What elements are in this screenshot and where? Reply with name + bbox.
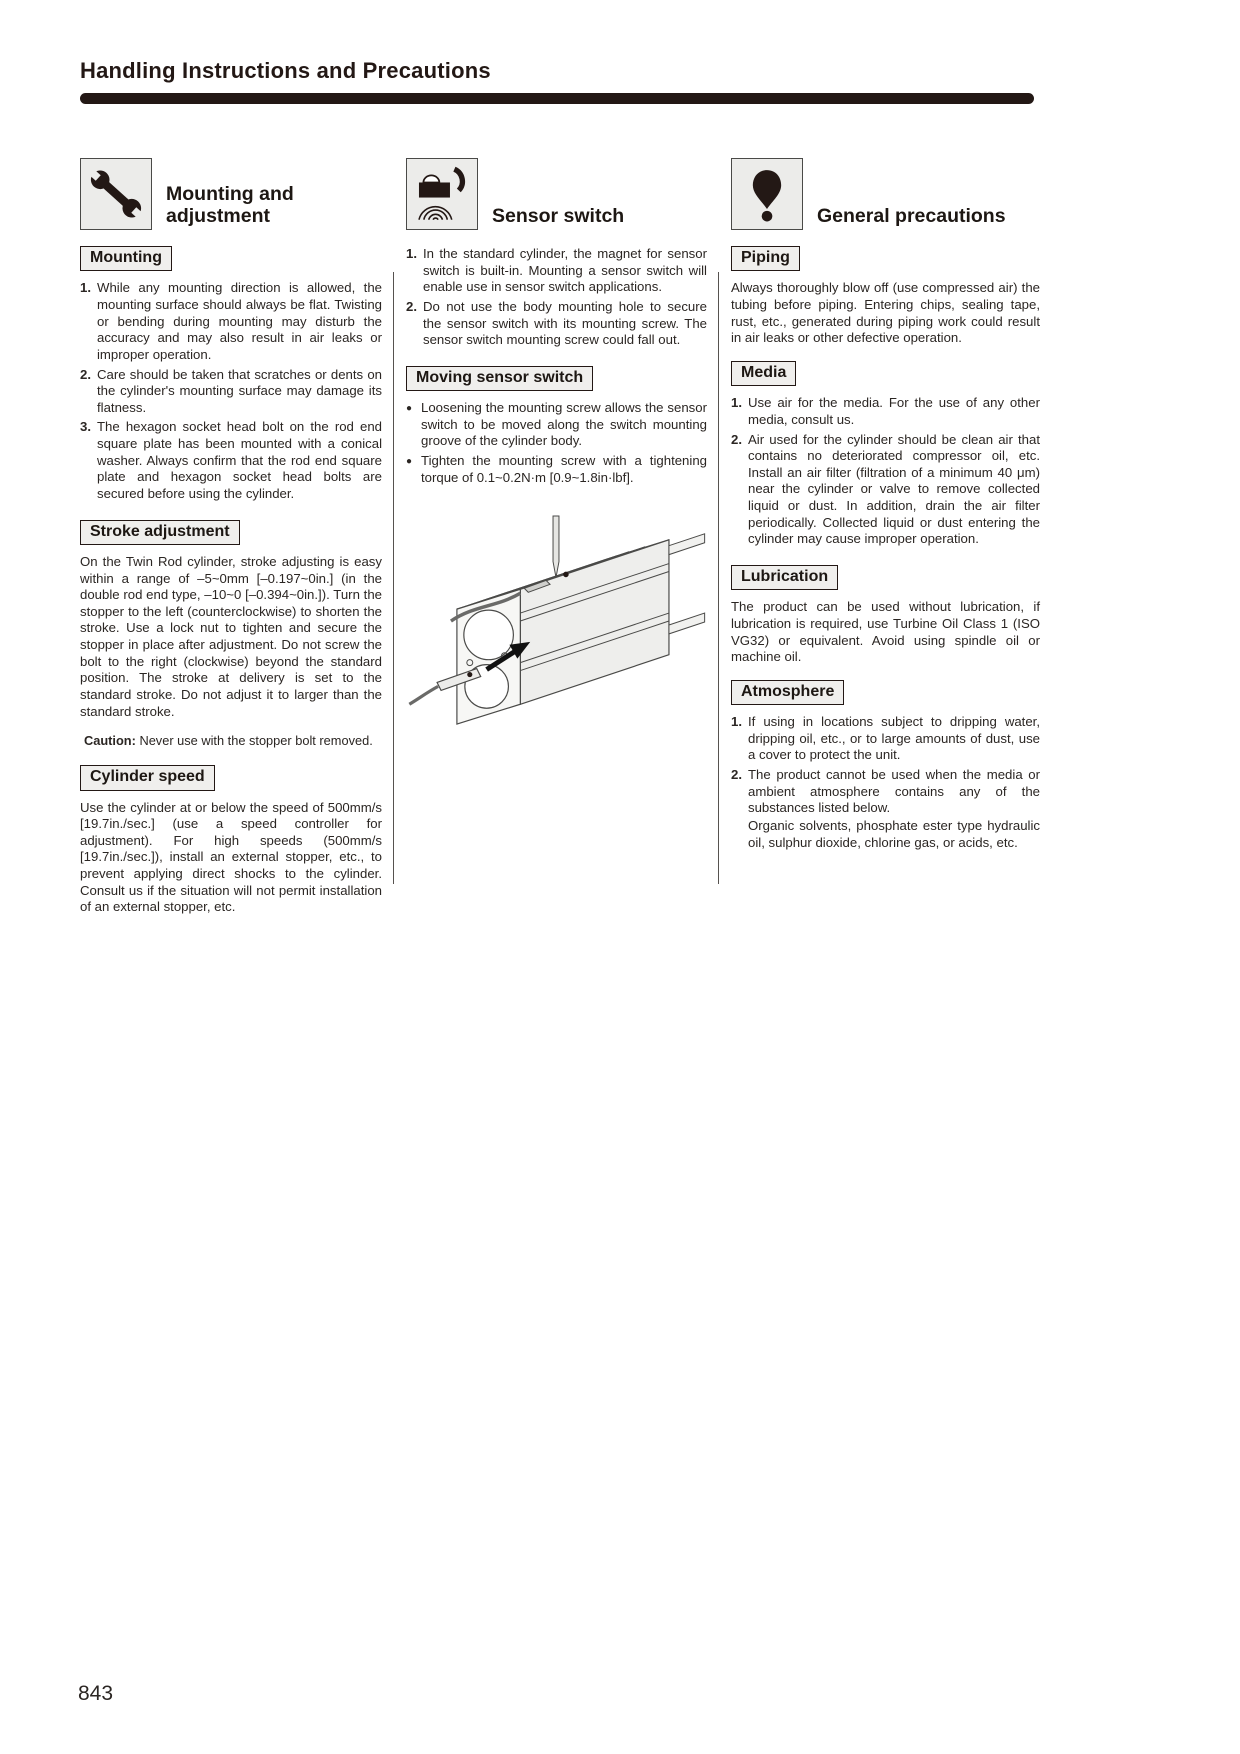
section-title-atmosphere: Atmosphere xyxy=(731,680,844,705)
page-title: Handling Instructions and Precautions xyxy=(80,58,491,83)
list-item xyxy=(80,419,382,502)
bullet-item xyxy=(406,453,707,486)
column-divider xyxy=(393,272,394,884)
list-item xyxy=(731,432,1040,548)
item-number: 1. xyxy=(731,395,742,411)
section-title-mounting: Mounting xyxy=(80,246,172,271)
column-heading-mounting: Mounting and adjustment xyxy=(166,183,294,227)
section-title-stroke-adjustment: Stroke adjustment xyxy=(80,520,240,545)
list-item xyxy=(406,299,707,349)
item-text: In the standard cylinder, the magnet for sensor switch is built-in. Mounting a sensor switch will enable use in sensor switch applications. xyxy=(423,246,707,295)
column-mounting-adjustment xyxy=(80,152,382,916)
list-item xyxy=(731,395,1040,428)
column-heading-sensor-switch: Sensor switch xyxy=(492,204,625,227)
mounting-list xyxy=(80,280,382,502)
item-text: While any mounting direction is allowed, the mounting surface should always be flat. Twisting or bending during mounting may disturb the accuracy and may also result in air leaks or improper operation. xyxy=(97,280,382,362)
caution-note xyxy=(84,733,382,749)
column-general-precautions xyxy=(731,152,1040,854)
exclamation-icon xyxy=(731,158,803,230)
caution-label: Caution: xyxy=(84,733,136,749)
sensor-switch-list xyxy=(406,246,707,349)
stroke-adjustment-text: On the Twin Rod cylinder, stroke adjusting is easy within a range of –5~0mm [–0.197~0in.] (in the double rod end type, –10~0 [–0.394~0in.]). Turn the stopper to the left (counterclockwise) to shorten the stroke. Use a lock nut to tighten and secure the stopper in place after adjustment. Do not screw the bolt to the right (clockwise) beyond the standard position. The stroke at delivery is set to the standard stroke. Do not adjust it to larger than the standard stroke. xyxy=(80,553,382,719)
item-number: 2. xyxy=(80,366,91,382)
list-item xyxy=(731,714,1040,764)
piping-text: Always thoroughly blow off (use compressed air) the tubing before piping. Entering chips, sealing tape, rust, etc., generated during piping work could result in air leaks or other defective operation. xyxy=(731,280,1040,346)
item-number: 2. xyxy=(731,431,742,447)
section-title-moving-sensor-switch: Moving sensor switch xyxy=(406,366,593,391)
section-header-row xyxy=(406,152,707,230)
sensor-switch-icon xyxy=(406,158,478,230)
list-item xyxy=(80,280,382,363)
lubrication-text: The product can be used without lubrication, if lubrication is required, use Turbine Oil Class 1 (ISO VG32) or equivalent. Avoid using spindle oil or machine oil. xyxy=(731,599,1040,665)
list-item xyxy=(406,246,707,296)
media-list xyxy=(731,395,1040,548)
bullet-text: Tighten the mounting screw with a tightening torque of 0.1~0.2N·m [0.9~1.8in·lbf]. xyxy=(421,453,707,485)
section-title-media: Media xyxy=(731,361,796,386)
item-text: Air used for the cylinder should be clean air that contains no deteriorated compressor oil, etc. Install an air filter (filtration of a minimum 40 μm) near the cylinder or valve to remove collected liquid or dust. In addition, drain the air filter periodically. Collected liquid or dust entering the cylinder may cause improper operation. xyxy=(748,431,1040,547)
bullet-marker: ● xyxy=(406,402,413,414)
cylinder-sensor-switch-illustration xyxy=(406,514,706,732)
wrench-icon xyxy=(80,158,152,230)
item-text-note: Organic solvents, phosphate ester type hydraulic oil, sulphur dioxide, chlorine gas, or acids, etc. xyxy=(748,817,1040,850)
caution-text: Never use with the stopper bolt removed. xyxy=(139,733,373,749)
title-underline-bar xyxy=(80,93,1034,104)
item-number: 1. xyxy=(731,714,742,730)
list-item xyxy=(80,367,382,417)
item-number: 2. xyxy=(406,298,417,314)
column-heading-general-precautions: General precautions xyxy=(817,204,1006,227)
item-text: Do not use the body mounting hole to secure the sensor switch with its mounting screw. The sensor switch mounting screw could fall out. xyxy=(423,298,707,348)
section-title-lubrication: Lubrication xyxy=(731,565,838,590)
section-header-row xyxy=(731,152,1040,230)
cylinder-speed-text: Use the cylinder at or below the speed of 500mm/s [19.7in./sec.] (use a speed controller for adjustment). For high speeds (500mm/s [19.7in./sec.]), install an external stopper, etc., to prevent applying direct shocks to the cylinder. Consult us if the situation will not permit installation of an external stopper, etc. xyxy=(80,799,382,915)
item-number: 1. xyxy=(80,280,91,296)
bullet-marker: ● xyxy=(406,455,413,467)
section-title-piping: Piping xyxy=(731,246,800,271)
item-number: 3. xyxy=(80,419,91,435)
page-number: 843 xyxy=(78,1682,114,1705)
item-text: If using in locations subject to dripping water, dripping oil, etc., or to large amounts of dust, use a cover to protect the unit. xyxy=(748,714,1040,763)
moving-sensor-switch-list xyxy=(406,400,707,486)
item-text: Use air for the media. For the use of any other media, consult us. xyxy=(748,395,1040,427)
item-text xyxy=(748,767,1040,851)
item-number: 1. xyxy=(406,246,417,261)
bullet-text: Loosening the mounting screw allows the sensor switch to be moved along the switch mounting groove of the cylinder body. xyxy=(421,400,707,449)
section-title-cylinder-speed: Cylinder speed xyxy=(80,765,215,790)
list-item xyxy=(731,767,1040,851)
column-divider xyxy=(718,272,719,884)
atmosphere-list xyxy=(731,714,1040,851)
bullet-item xyxy=(406,400,707,450)
item-text: The hexagon socket head bolt on the rod end square plate has been mounted with a conical washer. Always confirm that the rod end square plate and hexagon socket head bolts are secured before using the cylinder. xyxy=(97,419,382,501)
item-number: 2. xyxy=(731,767,742,783)
item-text: Care should be taken that scratches or dents on the cylinder's mounting surface may damage its flatness. xyxy=(97,366,382,415)
section-header-row xyxy=(80,152,382,230)
item-text-main: The product cannot be used when the media or ambient atmosphere contains any of the substances listed below. xyxy=(748,767,1040,816)
column-sensor-switch xyxy=(406,152,707,732)
